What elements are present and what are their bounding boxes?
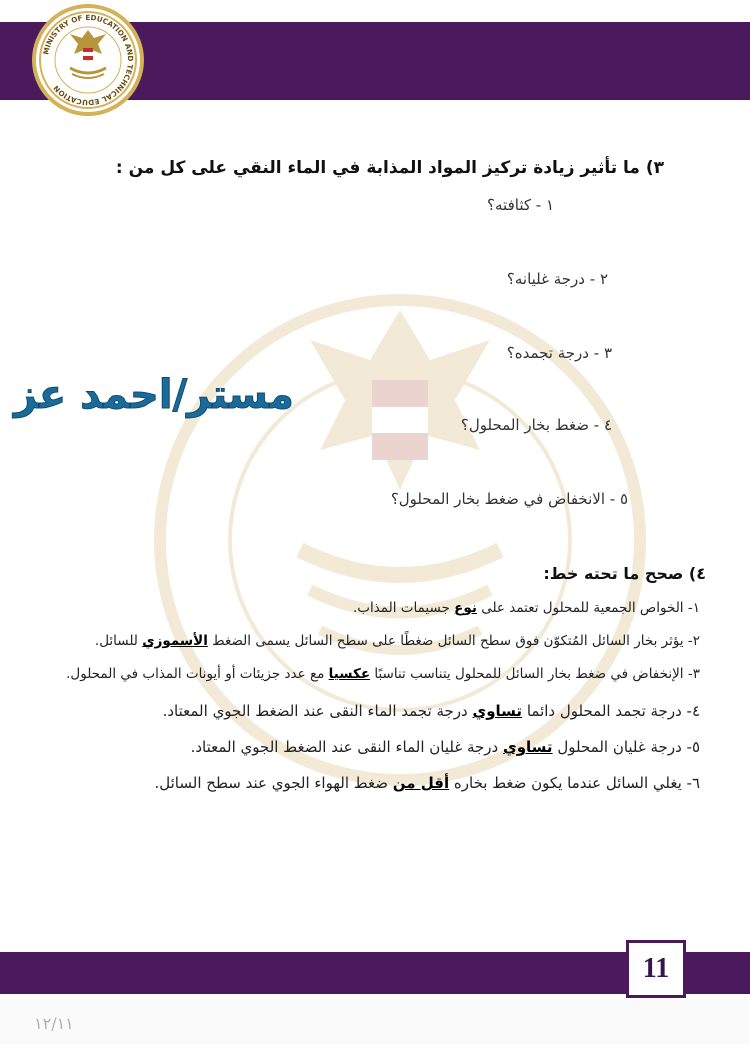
question-3-item: ٣ - درجة تجمده؟ <box>506 344 612 362</box>
ministry-logo <box>32 4 144 116</box>
viewer-footer <box>0 1000 750 1044</box>
question-3-item: ٤ - ضغط بخار المحلول؟ <box>460 416 612 434</box>
teacher-name: مستر/احمد عز <box>14 372 294 418</box>
underlined-term: تساوي <box>502 738 553 756</box>
question-3-item: ٢ - درجة غليانه؟ <box>506 270 608 288</box>
correction-item: ٣- الإنخفاض في ضغط بخار السائل للمحلول يتناسب تناسبًا عكسيا مع عدد جزيئات أو أيونات المذاب في المحلول. <box>66 666 700 682</box>
underlined-term: عكسيا <box>328 666 371 682</box>
question-3-title: ٣) ما تأثير زيادة تركيز المواد المذابة في الماء النقي على كل من : <box>115 158 664 178</box>
correction-item: ٤- درجة تجمد المحلول دائما تساوي درجة تجمد الماء النقى عند الضغط الجوي المعتاد. <box>162 702 700 720</box>
correction-item: ٦- يغلي السائل عندما يكون ضغط بخاره أقل من ضغط الهواء الجوي عند سطح السائل. <box>154 774 700 792</box>
ministry-seal-icon <box>36 8 140 112</box>
underlined-term: أقل من <box>392 774 450 792</box>
question-4-title: ٤) صحح ما تحته خط: <box>543 564 706 583</box>
correction-item: ٥- درجة غليان المحلول تساوي درجة غليان الماء النقى عند الضغط الجوي المعتاد. <box>190 738 700 756</box>
underlined-term: الأسموزي <box>142 633 208 649</box>
underlined-term: تساوي <box>472 702 523 720</box>
underlined-term: نوع <box>454 600 477 616</box>
correction-item: ٢- يؤثر بخار السائل المُتكوّن فوق سطح السائل ضغطًا على سطح السائل يسمى الضغط الأسموزي للسائل. <box>94 633 700 649</box>
correction-item: ١- الخواص الجمعية للمحلول تعتمد على نوع جسيمات المذاب. <box>352 600 700 616</box>
svg-text:MINISTRY OF EDUCATION AND TECH: MINISTRY OF EDUCATION AND TECHNICAL EDUCATION <box>41 12 136 108</box>
question-3-item: ٥ - الانخفاض في ضغط بخار المحلول؟ <box>390 490 628 508</box>
question-3-item: ١ - كثافته؟ <box>487 196 554 214</box>
page-number: 11 <box>626 940 686 998</box>
page-counter: ١٢/١١ <box>34 1014 74 1033</box>
